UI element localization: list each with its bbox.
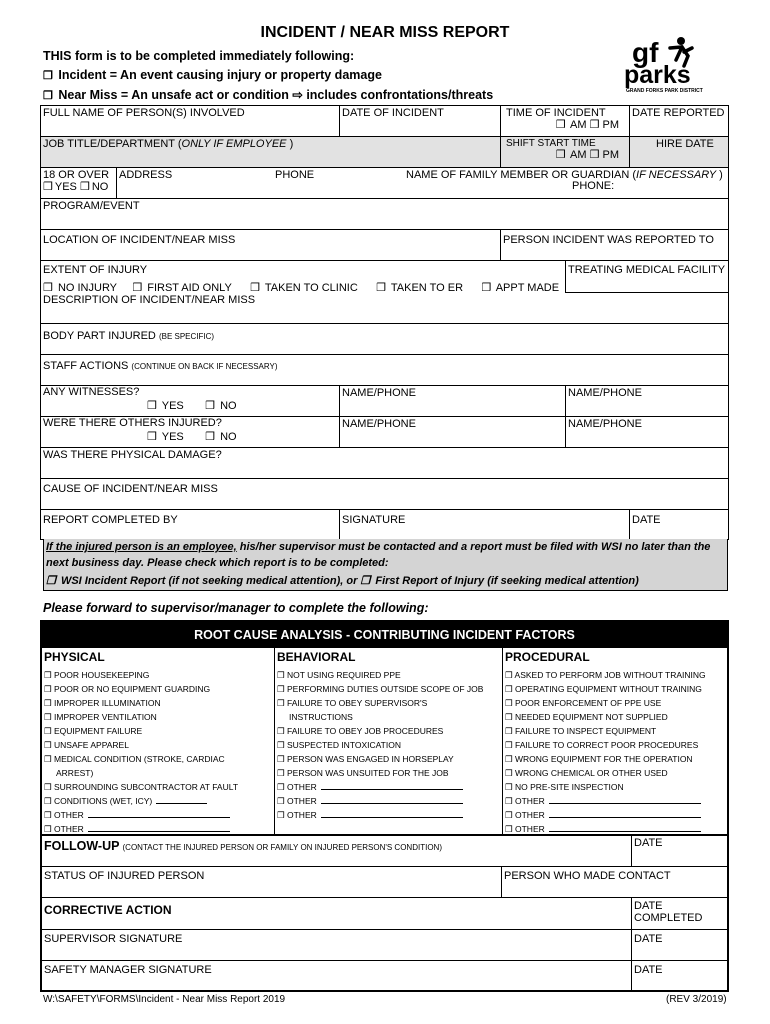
safety-manager-date-field[interactable]: DATE xyxy=(631,961,727,990)
checkbox-icon[interactable]: ❒ xyxy=(505,810,513,820)
checkbox-icon: ❒ xyxy=(43,90,53,102)
other-blank-line[interactable] xyxy=(88,810,230,818)
clinic-checkbox[interactable]: ❒ xyxy=(250,282,261,294)
physical-factor-item: ❒ UNSAFE APPAREL xyxy=(44,740,129,750)
row-supervisor xyxy=(42,930,727,961)
procedural-factor-item: ❒ FAILURE TO CORRECT POOR PROCEDURES xyxy=(505,740,699,750)
first-report-checkbox[interactable]: ❒ xyxy=(360,575,371,587)
no-injury-checkbox[interactable]: ❒ xyxy=(43,282,53,294)
physical-factor-item: ❒ IMPROPER ILLUMINATION xyxy=(44,698,161,708)
behavioral-factor-item: ❒ SUSPECTED INTOXICATION xyxy=(277,740,401,750)
followup-field[interactable]: FOLLOW-UP (CONTACT THE INJURED PERSON OR FAMILY ON INJURED PERSON'S CONDITION) xyxy=(44,839,442,853)
behavioral-factor-item: ❒ OTHER xyxy=(277,810,463,821)
row-report-completed xyxy=(41,510,728,539)
checkbox-icon[interactable]: ❒ xyxy=(505,670,513,680)
checkbox-icon[interactable]: ❒ xyxy=(44,740,52,750)
reported-to-field[interactable]: PERSON INCIDENT WAS REPORTED TO xyxy=(500,230,728,260)
checkbox-icon[interactable]: ❒ xyxy=(505,712,513,722)
physical-damage-field[interactable]: WAS THERE PHYSICAL DAMAGE? xyxy=(43,449,222,461)
staff-actions-field[interactable]: STAFF ACTIONS (CONTINUE ON BACK IF NECESSARY) xyxy=(43,360,278,372)
checkbox-icon[interactable]: ❒ xyxy=(505,824,513,834)
no-checkbox[interactable]: ❒ xyxy=(79,181,90,193)
behavioral-factor-item: ❒ PERFORMING DUTIES OUTSIDE SCOPE OF JOB xyxy=(277,684,484,694)
program-event-field[interactable]: PROGRAM/EVENT xyxy=(43,200,140,212)
row-location xyxy=(41,230,728,261)
checkbox-icon[interactable]: ❒ xyxy=(44,712,52,722)
checkbox-icon[interactable]: ❒ xyxy=(505,726,513,736)
physical-factor-item: ❒ OTHER xyxy=(44,824,230,835)
behavioral-heading: BEHAVIORAL xyxy=(277,650,356,664)
row-followup xyxy=(42,836,727,867)
others-yes-checkbox[interactable]: ❒ xyxy=(147,431,157,443)
revision: (REV 3/2019) xyxy=(666,994,727,1005)
procedural-factor-item: ❒ NEEDED EQUIPMENT NOT SUPPLIED xyxy=(505,712,668,722)
physical-factor-item: ❒ SURROUNDING SUBCONTRACTOR AT FAULT xyxy=(44,782,239,792)
extent-of-injury-field: EXTENT OF INJURY xyxy=(43,264,148,276)
appt-checkbox[interactable]: ❒ xyxy=(481,282,492,294)
file-path: W:\SAFETY\FORMS\Incident - Near Miss Report 2019 xyxy=(43,994,286,1005)
logo-text-top: gf xyxy=(632,37,659,68)
date-of-incident-field[interactable]: DATE OF INCIDENT xyxy=(339,106,500,136)
phone-field[interactable]: PHONE xyxy=(275,169,315,181)
arrow-right-icon: ⇨ xyxy=(292,88,303,102)
other-blank-line[interactable] xyxy=(549,796,701,804)
other-blank-line[interactable] xyxy=(321,810,463,818)
checkbox-icon[interactable]: ❒ xyxy=(505,754,513,764)
intro-line-3: ❒ Near Miss = An unsafe act or condition ⇨ includes confrontations/threats xyxy=(43,88,494,102)
checkbox-icon[interactable]: ❒ xyxy=(277,740,285,750)
others-injured-field: WERE THERE OTHERS INJURED? ❒ YES ❒ NO xyxy=(43,417,237,443)
checkbox-icon[interactable]: ❒ xyxy=(44,824,52,834)
row-others-injured xyxy=(41,417,728,448)
job-title-field[interactable]: JOB TITLE/DEPARTMENT (ONLY IF EMPLOYEE ) xyxy=(41,137,500,167)
am-checkbox[interactable]: ❒ xyxy=(555,119,566,131)
row-name-date-time xyxy=(41,106,728,137)
yes-checkbox[interactable]: ❒ xyxy=(43,181,53,193)
behavioral-factor-item: ❒ NOT USING REQUIRED PPE xyxy=(277,670,401,680)
checkbox-icon[interactable]: ❒ xyxy=(277,726,285,736)
procedural-factor-item: ❒ OTHER xyxy=(505,810,701,821)
checkbox-icon[interactable]: ❒ xyxy=(277,810,285,820)
other-blank-line[interactable] xyxy=(549,810,701,818)
root-cause-title: ROOT CAUSE ANALYSIS - CONTRIBUTING INCIDENT FACTORS xyxy=(42,622,727,648)
checkbox-icon[interactable]: ❒ xyxy=(277,670,285,680)
procedural-factor-item: ❒ OTHER xyxy=(505,824,701,835)
row-status xyxy=(42,867,727,898)
row-cause xyxy=(41,479,728,510)
checkbox-icon[interactable]: ❒ xyxy=(505,698,513,708)
am-pm-label: AM ❒ PM xyxy=(570,149,619,161)
other-blank-line[interactable] xyxy=(549,824,701,832)
behavioral-factor-item: ❒ FAILURE TO OBEY SUPERVISOR'S xyxy=(277,698,428,708)
physical-factor-item: ❒ POOR OR NO EQUIPMENT GUARDING xyxy=(44,684,211,694)
physical-heading: PHYSICAL xyxy=(44,650,105,664)
physical-factor-item: ❒ OTHER xyxy=(44,810,230,821)
signature-field[interactable]: SIGNATURE xyxy=(339,510,629,539)
row-extent-description xyxy=(41,261,728,324)
age-18-field: 18 OR OVER ❒ YES ❒ NO xyxy=(43,169,110,193)
procedural-heading: PROCEDURAL xyxy=(505,650,590,664)
checkbox-icon[interactable]: ❒ xyxy=(44,698,52,708)
first-aid-checkbox[interactable]: ❒ xyxy=(132,282,143,294)
row-staff-actions xyxy=(41,355,728,386)
checkbox-icon[interactable]: ❒ xyxy=(277,768,285,778)
behavioral-factor-item: ❒ OTHER xyxy=(277,782,463,793)
physical-factor-item: ARREST) xyxy=(56,768,94,778)
supervisor-signature-field[interactable]: SUPERVISOR SIGNATURE xyxy=(44,933,183,945)
checkbox-icon[interactable]: ❒ xyxy=(505,782,513,792)
row-program xyxy=(41,199,728,230)
checkbox-icon[interactable]: ❒ xyxy=(277,782,285,792)
description-field[interactable]: DESCRIPTION OF INCIDENT/NEAR MISS xyxy=(43,294,256,306)
person-contact-field[interactable]: PERSON WHO MADE CONTACT xyxy=(501,867,727,897)
procedural-factor-item: ❒ FAILURE TO INSPECT EQUIPMENT xyxy=(505,726,657,736)
witness-name-phone-2[interactable]: NAME/PHONE xyxy=(565,386,728,416)
checkbox-icon[interactable]: ❒ xyxy=(277,754,285,764)
behavioral-factor-item: ❒ FAILURE TO OBEY JOB PROCEDURES xyxy=(277,726,444,736)
other-blank-line[interactable] xyxy=(156,796,207,804)
wsi-report-checkbox[interactable]: ❒ xyxy=(46,575,56,587)
witness-name-phone-1[interactable]: NAME/PHONE xyxy=(339,386,565,416)
procedural-factor-item: ❒ WRONG EQUIPMENT FOR THE OPERATION xyxy=(505,754,693,764)
behavioral-factor-item: ❒ OTHER xyxy=(277,796,463,807)
logo-text-bottom: parks xyxy=(624,61,691,89)
checkbox-icon[interactable]: ❒ xyxy=(44,782,52,792)
physical-factor-item: ❒ EQUIPMENT FAILURE xyxy=(44,726,143,736)
checkbox-icon[interactable]: ❒ xyxy=(44,726,52,736)
extent-options: ❒ NO INJURY ❒ FIRST AID ONLY ❒ TAKEN TO CLINIC ❒ TAKEN TO ER ❒ APPT MADE xyxy=(43,282,560,294)
physical-column xyxy=(42,648,274,836)
other-blank-line[interactable] xyxy=(321,782,463,790)
behavioral-factor-item: ❒ PERSON WAS UNSUITED FOR THE JOB xyxy=(277,768,449,778)
am-pm-label: AM ❒ PM xyxy=(570,119,619,131)
treating-facility-field[interactable]: TREATING MEDICAL FACILITY xyxy=(565,261,728,292)
procedural-factor-item: ❒ WRONG CHEMICAL OR OTHER USED xyxy=(505,768,668,778)
root-cause-section xyxy=(40,620,729,836)
row-job-shift-hire xyxy=(41,137,728,168)
others-name-phone-1[interactable]: NAME/PHONE xyxy=(339,417,565,447)
form-title: INCIDENT / NEAR MISS REPORT xyxy=(260,24,510,41)
checkbox-icon[interactable]: ❒ xyxy=(277,698,285,708)
checkbox-icon[interactable]: ❒ xyxy=(505,684,513,694)
physical-factor-item: ❒ IMPROPER VENTILATION xyxy=(44,712,157,722)
row-body-part xyxy=(41,324,728,355)
row-age-address-phone xyxy=(41,168,728,199)
checkbox-icon[interactable]: ❒ xyxy=(44,754,52,764)
others-name-phone-2[interactable]: NAME/PHONE xyxy=(565,417,728,447)
witness-yes-checkbox[interactable]: ❒ xyxy=(147,400,157,412)
witnesses-field: ANY WITNESSES? ❒ YES ❒ NO xyxy=(43,386,237,412)
safety-manager-signature-field[interactable]: SAFETY MANAGER SIGNATURE xyxy=(44,964,212,976)
behavioral-factor-item: INSTRUCTIONS xyxy=(289,712,353,722)
physical-factor-item: ❒ POOR HOUSEKEEPING xyxy=(44,670,150,680)
date-reported-field[interactable]: DATE REPORTED xyxy=(629,106,728,136)
logo-caption: GRAND FORKS PARK DISTRICT xyxy=(626,88,703,94)
forward-instruction: Please forward to supervisor/manager to complete the following: xyxy=(43,601,429,615)
checkbox-icon[interactable]: ❒ xyxy=(505,796,513,806)
report-date-field[interactable]: DATE xyxy=(629,510,728,539)
time-of-incident-field[interactable]: TIME OF INCIDENT ❒ AM ❒ PM xyxy=(500,106,629,136)
checkbox-icon[interactable]: ❒ xyxy=(44,796,52,806)
procedural-column xyxy=(502,648,727,836)
date-completed-field[interactable]: DATE COMPLETED xyxy=(631,898,727,929)
gf-parks-logo xyxy=(624,36,716,94)
status-injured-field[interactable]: STATUS OF INJURED PERSON xyxy=(44,870,205,882)
followup-date-field[interactable]: DATE xyxy=(631,836,727,866)
others-no-checkbox[interactable]: ❒ xyxy=(205,431,216,443)
checkbox-icon: ❒ xyxy=(43,70,53,82)
row-physical-damage xyxy=(41,448,728,479)
behavioral-column xyxy=(274,648,502,836)
cause-field[interactable]: CAUSE OF INCIDENT/NEAR MISS xyxy=(43,483,218,495)
checkbox-icon[interactable]: ❒ xyxy=(44,670,52,680)
checkbox-icon[interactable]: ❒ xyxy=(277,796,285,806)
checkbox-icon[interactable]: ❒ xyxy=(505,740,513,750)
shift-start-time-field[interactable]: SHIFT START TIME ❒ AM ❒ PM xyxy=(500,137,629,167)
behavioral-factor-item: ❒ PERSON WAS ENGAGED IN HORSEPLAY xyxy=(277,754,454,764)
am-checkbox[interactable]: ❒ xyxy=(555,149,566,161)
body-part-field[interactable]: BODY PART INJURED (BE SPECIFIC) xyxy=(43,330,215,342)
intro-line-1: THIS form is to be completed immediately following: xyxy=(43,49,355,63)
corrective-action-field[interactable]: CORRECTIVE ACTION xyxy=(44,903,172,917)
intro-line-2: ❒ Incident = An event causing injury or property damage xyxy=(43,68,382,82)
followup-section xyxy=(40,836,729,992)
address-field[interactable]: ADDRESS xyxy=(116,168,273,198)
other-blank-line[interactable] xyxy=(321,796,463,804)
er-checkbox[interactable]: ❒ xyxy=(376,282,387,294)
checkbox-icon[interactable]: ❒ xyxy=(277,684,285,694)
hire-date-field[interactable]: HIRE DATE xyxy=(629,137,728,167)
witness-no-checkbox[interactable]: ❒ xyxy=(205,400,216,412)
checkbox-icon[interactable]: ❒ xyxy=(44,684,52,694)
procedural-factor-item: ❒ ASKED TO PERFORM JOB WITHOUT TRAINING xyxy=(505,670,706,680)
procedural-factor-item: ❒ OTHER xyxy=(505,796,701,807)
report-completed-by-field[interactable]: REPORT COMPLETED BY xyxy=(43,514,178,526)
row-corrective xyxy=(42,898,727,930)
physical-factor-item: ❒ CONDITIONS (WET, ICY) xyxy=(44,796,207,807)
procedural-factor-item: ❒ NO PRE-SITE INSPECTION xyxy=(505,782,624,792)
employee-notice: If the injured person is an employee, his/her supervisor must be contacted and a report must be filed with WSI no later than the next business day. Please check which report is to be completed: ❒ WSI Incident Report (if not seeking medical attention), or ❒ First Report of Injury (if seeking medical attention) xyxy=(43,539,728,591)
full-name-field[interactable]: FULL NAME OF PERSON(S) INVOLVED xyxy=(43,107,245,119)
checkbox-icon[interactable]: ❒ xyxy=(505,768,513,778)
row-safety-manager xyxy=(42,961,727,990)
incident-form-grid xyxy=(40,105,729,540)
checkbox-icon[interactable]: ❒ xyxy=(44,810,52,820)
procedural-factor-item: ❒ POOR ENFORCEMENT OF PPE USE xyxy=(505,698,662,708)
family-member-field[interactable]: NAME OF FAMILY MEMBER OR GUARDIAN (IF NECESSARY ) PHONE: xyxy=(406,169,723,192)
location-field[interactable]: LOCATION OF INCIDENT/NEAR MISS xyxy=(43,234,236,246)
row-witnesses xyxy=(41,386,728,417)
procedural-factor-item: ❒ OPERATING EQUIPMENT WITHOUT TRAINING xyxy=(505,684,702,694)
other-blank-line[interactable] xyxy=(88,824,230,832)
physical-factor-item: ❒ MEDICAL CONDITION (STROKE, CARDIAC xyxy=(44,754,225,764)
supervisor-date-field[interactable]: DATE xyxy=(631,930,727,960)
